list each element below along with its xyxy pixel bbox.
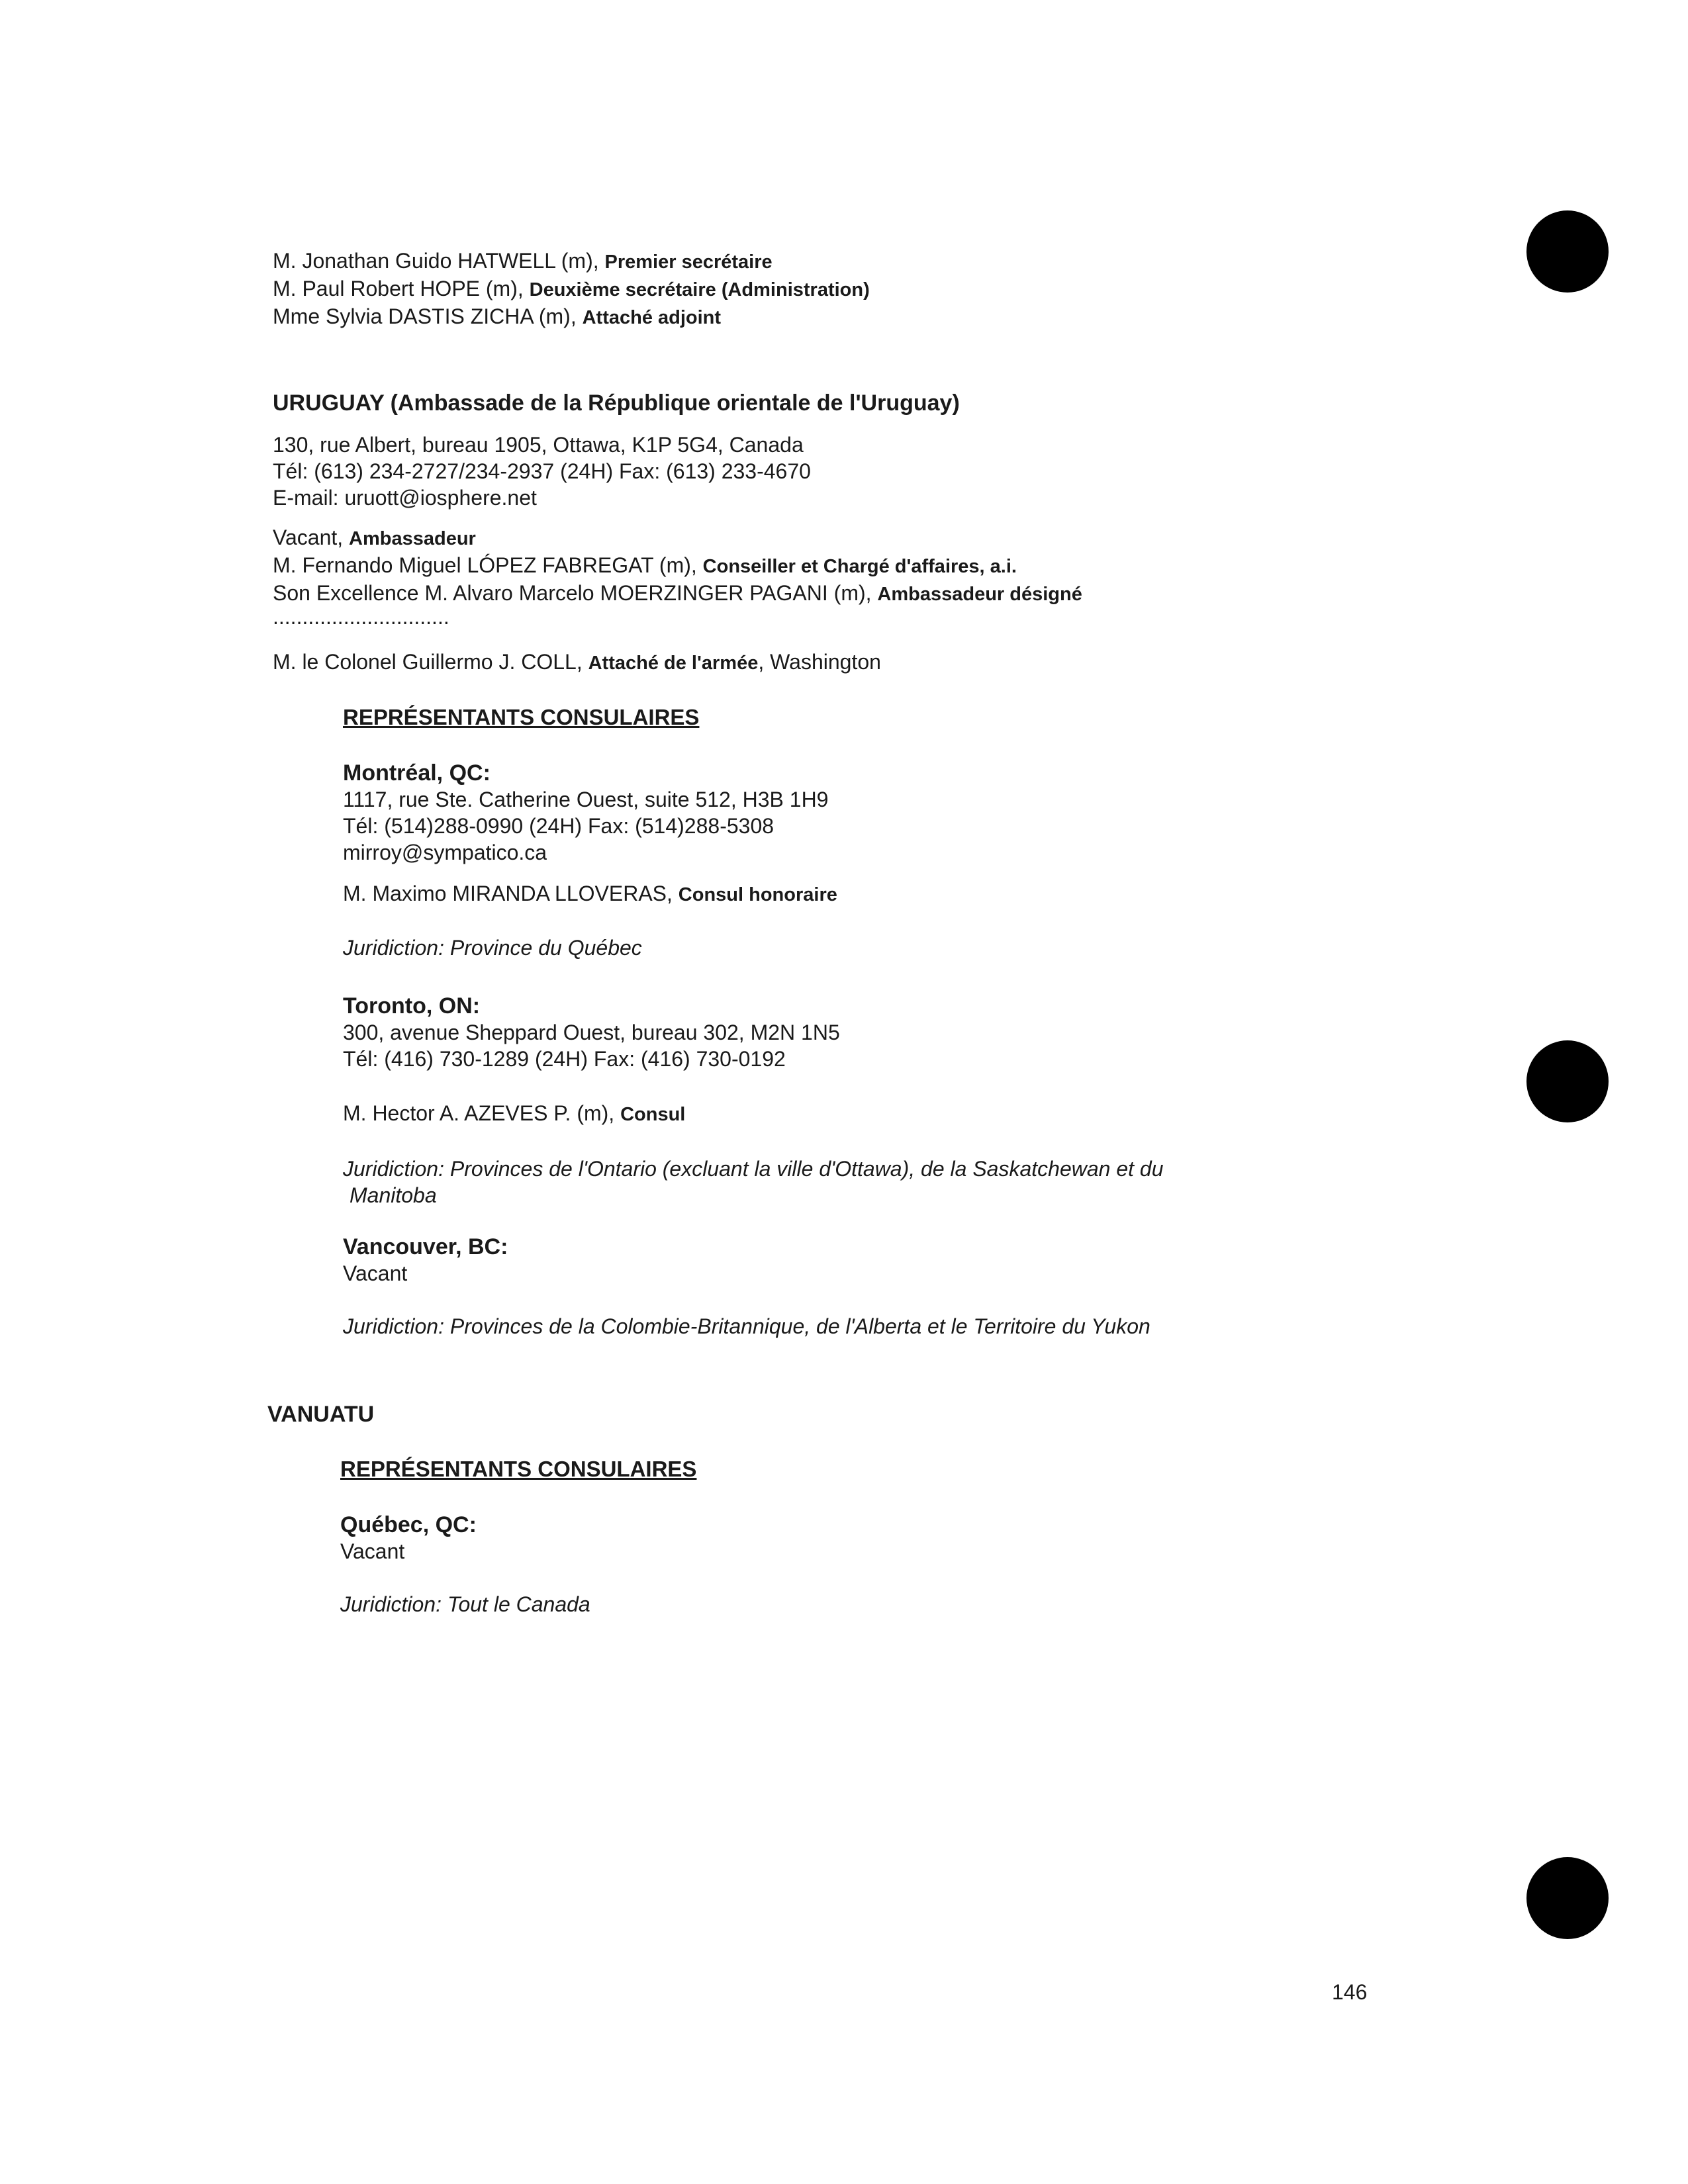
jurisdiction: Juridiction: Province du Québec xyxy=(343,936,642,960)
embassy-staff xyxy=(273,524,1082,629)
staff-title: Attaché adjoint xyxy=(582,307,722,328)
jurisdiction-continued: Manitoba xyxy=(350,1183,437,1207)
embassy-contact xyxy=(273,432,811,511)
attache-title: Attaché de l'armée xyxy=(588,653,759,674)
embassy-email: E-mail: uruott@iosphere.net xyxy=(273,486,537,510)
staff-line xyxy=(273,580,1082,608)
staff-line xyxy=(273,275,870,303)
staff-line xyxy=(273,248,870,275)
staff-name: M. Jonathan Guido HATWELL (m), xyxy=(273,249,605,273)
city-heading: Vancouver, BC: xyxy=(343,1234,508,1259)
consulate-status: Vacant xyxy=(340,1539,405,1563)
punch-hole xyxy=(1526,1857,1609,1939)
staff-title: Ambassadeur xyxy=(349,528,476,549)
consulate-montreal xyxy=(343,760,837,961)
staff-name: Mme Sylvia DASTIS ZICHA (m), xyxy=(273,304,583,328)
consulate-address: 300, avenue Sheppard Ouest, bureau 302, M2N 1N5 xyxy=(343,1021,840,1044)
consulate-status: Vacant xyxy=(343,1261,408,1285)
country-heading: VANUATU xyxy=(267,1402,375,1427)
jurisdiction: Juridiction: Provinces de la Colombie-Britannique, de l'Alberta et le Territoire du Yukon xyxy=(343,1314,1150,1338)
punch-hole xyxy=(1526,210,1609,293)
embassy-phone: Tél: (613) 234-2727/234-2937 (24H) Fax: (613) 233-4670 xyxy=(273,459,811,483)
consul-name: M. Maximo MIRANDA LLOVERAS, xyxy=(343,882,679,905)
consulate-toronto xyxy=(343,993,1164,1208)
attache-name: M. le Colonel Guillermo J. COLL, xyxy=(273,650,588,674)
staff-title: Deuxième secrétaire (Administration) xyxy=(529,279,870,300)
country-heading: URUGUAY (Ambassade de la République orientale de l'Uruguay) xyxy=(273,390,960,416)
page-number: 146 xyxy=(1332,1980,1368,2004)
consular-heading: REPRÉSENTANTS CONSULAIRES xyxy=(343,705,700,729)
consulate-vancouver xyxy=(343,1234,1150,1340)
consul-name: M. Hector A. AZEVES P. (m), xyxy=(343,1101,621,1125)
consulate-email: mirroy@sympatico.ca xyxy=(343,841,547,864)
consulate-phone: Tél: (416) 730-1289 (24H) Fax: (416) 730-0192 xyxy=(343,1047,786,1071)
consul-title: Consul xyxy=(620,1104,686,1125)
jurisdiction: Juridiction: Provinces de l'Ontario (excluant la ville d'Ottawa), de la Saskatchewan et du xyxy=(343,1157,1164,1181)
punch-hole xyxy=(1526,1040,1609,1122)
staff-line xyxy=(273,303,870,331)
consul-title: Consul honoraire xyxy=(678,884,837,905)
staff-title: Conseiller et Chargé d'affaires, a.i. xyxy=(702,556,1017,577)
staff-name: Vacant, xyxy=(273,525,350,549)
city-heading: Toronto, ON: xyxy=(343,993,481,1019)
consul-line xyxy=(343,1100,1164,1128)
consulate-phone: Tél: (514)288-0990 (24H) Fax: (514)288-5308 xyxy=(343,814,774,838)
staff-line xyxy=(273,524,1082,552)
consulate-quebec xyxy=(340,1512,590,1617)
city-heading: Montréal, QC: xyxy=(343,760,491,786)
military-attache xyxy=(273,649,881,676)
consul-line xyxy=(343,880,837,908)
city-heading: Québec, QC: xyxy=(340,1512,477,1537)
staff-name: M. Paul Robert HOPE (m), xyxy=(273,277,530,300)
staff-title: Ambassadeur désigné xyxy=(877,584,1082,605)
consulate-address: 1117, rue Ste. Catherine Ouest, suite 512, H3B 1H9 xyxy=(343,788,829,811)
top-staff-list xyxy=(273,248,870,331)
embassy-address: 130, rue Albert, bureau 1905, Ottawa, K1P 5G4, Canada xyxy=(273,433,804,457)
consular-heading: REPRÉSENTANTS CONSULAIRES xyxy=(340,1457,697,1481)
staff-name: Son Excellence M. Alvaro Marcelo MOERZINGER PAGANI (m), xyxy=(273,581,878,605)
staff-title: Premier secrétaire xyxy=(604,251,773,273)
dotted-separator: .............................. xyxy=(273,605,449,629)
staff-name: M. Fernando Miguel LÓPEZ FABREGAT (m), xyxy=(273,553,703,577)
jurisdiction: Juridiction: Tout le Canada xyxy=(340,1592,590,1616)
staff-line xyxy=(273,552,1082,580)
attache-location: , Washington xyxy=(758,650,881,674)
